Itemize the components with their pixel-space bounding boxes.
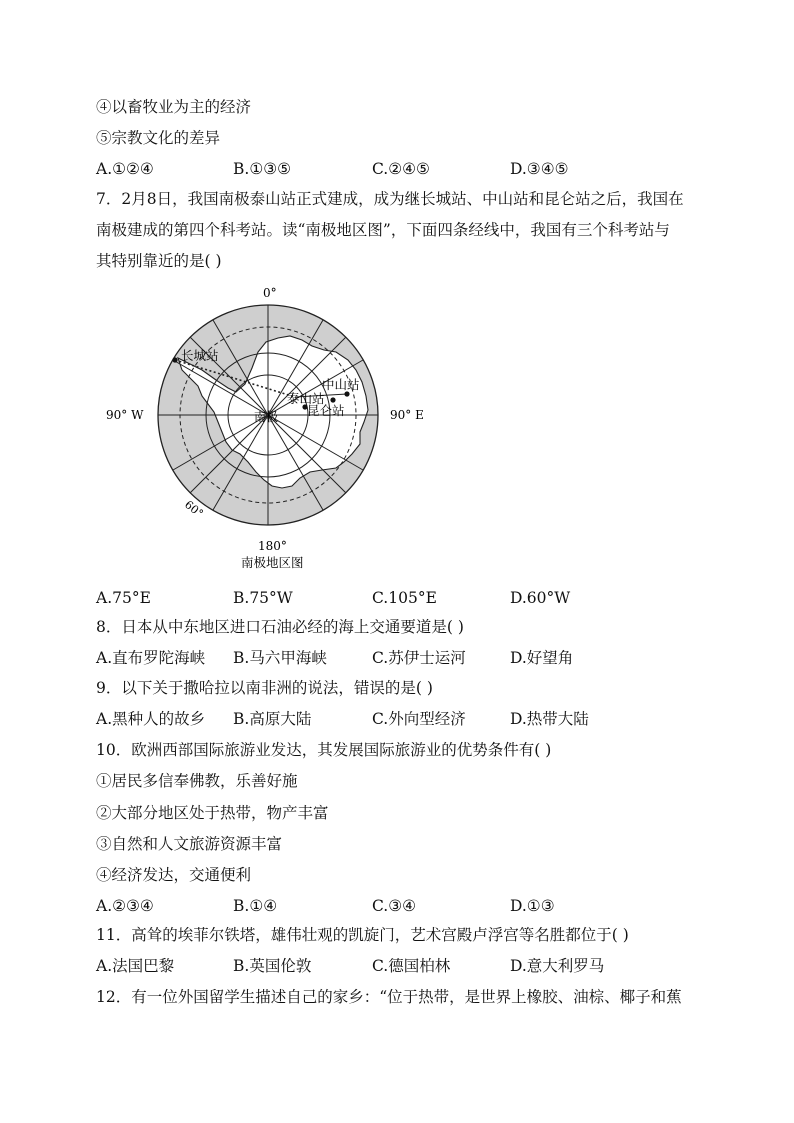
q11-option-d[interactable]: D.意大利罗马	[510, 957, 605, 975]
label-taishan-station: 泰山站	[287, 391, 325, 406]
q6-option-a[interactable]: A.①②④	[96, 160, 154, 178]
q8-option-b[interactable]: B.马六甲海峡	[233, 649, 327, 667]
q6-option-d[interactable]: D.③④⑤	[510, 160, 569, 178]
q9-stem: 9．以下关于撒哈拉以南非洲的说法，错误的是( )	[96, 679, 433, 697]
q7-option-c[interactable]: C.105°E	[372, 589, 437, 607]
q6-option-b[interactable]: B.①③⑤	[233, 160, 292, 178]
q9-option-c[interactable]: C.外向型经济	[372, 710, 466, 728]
q10-option-d[interactable]: D.①③	[510, 897, 555, 915]
q10-option-a[interactable]: A.②③④	[96, 897, 154, 915]
q11-option-a[interactable]: A.法国巴黎	[96, 957, 175, 975]
label-kunlun-station: 昆仑站	[307, 403, 345, 418]
q8-stem: 8．日本从中东地区进口石油必经的海上交通要道是( )	[96, 618, 464, 636]
kunlun-station-dot	[330, 397, 335, 402]
zhongshan-station-dot	[344, 391, 349, 396]
q7-option-b[interactable]: B.75°W	[233, 589, 293, 607]
q11-stem: 11．高耸的埃菲尔铁塔，雄伟壮观的凯旋门，艺术宫殿卢浮宫等名胜都位于( )	[96, 926, 629, 944]
q8-option-a[interactable]: A.直布罗陀海峡	[96, 649, 206, 667]
q7-stem-line-1: 7．2月8日，我国南极泰山站正式建成，成为继长城站、中山站和昆仑站之后，我国在	[96, 190, 684, 208]
q11-option-b[interactable]: B.英国伦敦	[233, 957, 312, 975]
antarctic-map	[90, 282, 450, 572]
q7-option-a[interactable]: A.75°E	[96, 589, 151, 607]
q6-item-5: ⑤宗教文化的差异	[96, 129, 221, 147]
q7-stem-line-2: 南极建成的第四个科考站。读“南极地区图”，下面四条经线中，我国有三个科考站与	[96, 221, 670, 239]
changcheng-station-dot	[172, 357, 177, 362]
label-0-degree: 0°	[263, 286, 277, 300]
q10-item-4: ④经济发达，交通便利	[96, 866, 252, 884]
q7-stem-line-3: 其特别靠近的是( )	[96, 252, 222, 270]
map-caption: 南极地区图	[241, 555, 304, 570]
q10-item-1: ①居民多信奉佛教，乐善好施	[96, 772, 298, 790]
label-60-degree: 60°	[182, 498, 206, 521]
q9-option-d[interactable]: D.热带大陆	[510, 710, 589, 728]
q10-option-b[interactable]: B.①④	[233, 897, 278, 915]
label-south-pole: 南极	[254, 410, 279, 424]
q9-option-a[interactable]: A.黑种人的故乡	[96, 710, 206, 728]
label-90w: 90° W	[106, 408, 144, 422]
q10-option-c[interactable]: C.③④	[372, 897, 417, 915]
q11-option-c[interactable]: C.德国柏林	[372, 957, 451, 975]
q10-item-3: ③自然和人文旅游资源丰富	[96, 835, 283, 853]
q10-stem: 10．欧洲西部国际旅游业发达，其发展国际旅游业的优势条件有( )	[96, 741, 552, 759]
q7-option-d[interactable]: D.60°W	[510, 589, 571, 607]
label-90e: 90° E	[390, 408, 424, 422]
label-zhongshan-station: 中山站	[322, 377, 360, 392]
q8-option-d[interactable]: D.好望角	[510, 649, 574, 667]
q6-item-4: ④以畜牧业为主的经济	[96, 98, 252, 116]
q12-stem: 12．有一位外国留学生描述自己的家乡：“位于热带，是世界上橡胶、油棕、椰子和蕉	[96, 988, 682, 1006]
q10-item-2: ②大部分地区处于热带，物产丰富	[96, 804, 329, 822]
q6-option-c[interactable]: C.②④⑤	[372, 160, 430, 178]
label-180-degree: 180°	[258, 539, 287, 553]
q8-option-c[interactable]: C.苏伊士运河	[372, 649, 466, 667]
label-changcheng-station: 长城站	[181, 348, 219, 363]
q9-option-b[interactable]: B.高原大陆	[233, 710, 312, 728]
